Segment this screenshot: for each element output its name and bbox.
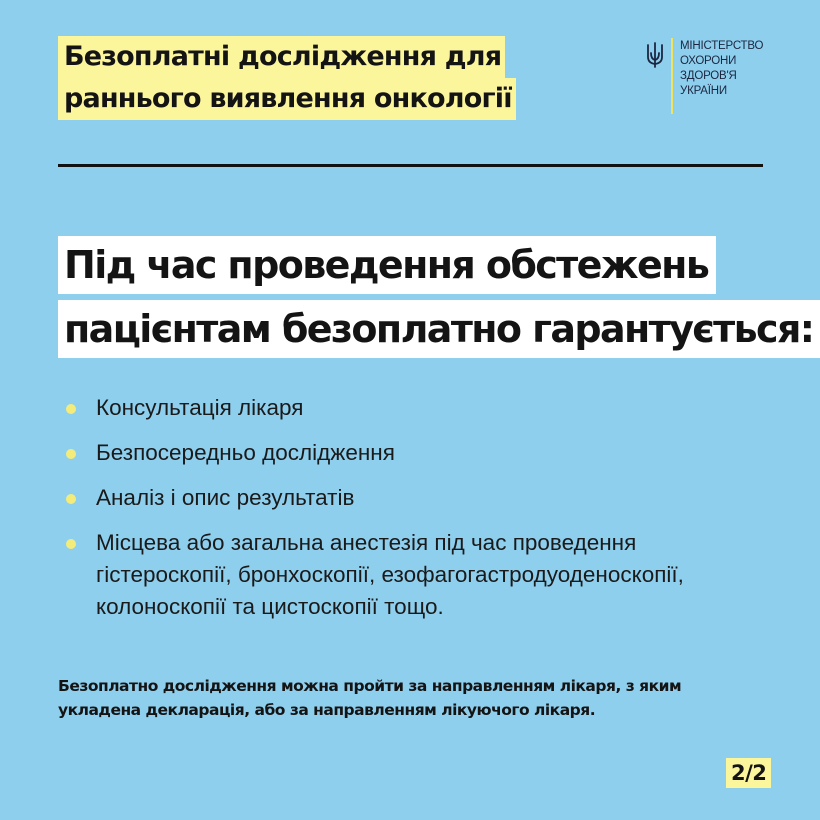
ministry-name-line-4: УКРАЇНИ bbox=[680, 85, 727, 97]
header-divider bbox=[58, 164, 763, 167]
guarantee-list bbox=[66, 392, 766, 636]
ministry-logo bbox=[646, 38, 776, 118]
list-item bbox=[66, 482, 766, 514]
bullet-dot-icon bbox=[66, 449, 76, 459]
list-item bbox=[66, 527, 766, 623]
main-heading bbox=[58, 236, 814, 358]
main-heading-line-1: Під час проведення обстежень bbox=[58, 236, 716, 294]
list-item-text-line-2: гістероскопії, бронхоскопії, езофагогастродуоденоскопії, bbox=[96, 562, 684, 587]
list-item bbox=[66, 392, 766, 424]
page-indicator: 2/2 bbox=[726, 758, 771, 788]
list-item-text-line-3: колоноскопії та цистоскопії тощо. bbox=[96, 594, 444, 619]
logo-divider bbox=[671, 38, 673, 114]
header-title bbox=[58, 36, 578, 120]
ministry-name bbox=[680, 39, 763, 99]
list-item bbox=[66, 437, 766, 469]
footnote-line-2: укладена декларація, або за направленням лікуючого лікаря. bbox=[58, 701, 596, 719]
ministry-name-line-3: ЗДОРОВ'Я bbox=[680, 70, 737, 82]
footnote bbox=[58, 674, 758, 722]
ministry-name-line-2: ОХОРОНИ bbox=[680, 55, 737, 67]
header-title-line-2: раннього виявлення онкології bbox=[58, 78, 516, 120]
header-title-line-1: Безоплатні дослідження для bbox=[58, 36, 505, 78]
trident-icon bbox=[646, 42, 664, 68]
main-heading-line-2: пацієнтам безоплатно гарантується: bbox=[58, 300, 820, 358]
bullet-dot-icon bbox=[66, 404, 76, 414]
footnote-line-1: Безоплатно дослідження можна пройти за направленням лікаря, з яким bbox=[58, 677, 682, 695]
ministry-name-line-1: МІНІСТЕРСТВО bbox=[680, 40, 764, 52]
bullet-dot-icon bbox=[66, 539, 76, 549]
bullet-dot-icon bbox=[66, 494, 76, 504]
list-item-text: Безпосередньо дослідження bbox=[96, 440, 395, 465]
list-item-text-line-1: Місцева або загальна анестезія під час проведення bbox=[96, 530, 637, 555]
list-item-text: Консультація лікаря bbox=[96, 395, 304, 420]
list-item-text: Аналіз і опис результатів bbox=[96, 485, 355, 510]
